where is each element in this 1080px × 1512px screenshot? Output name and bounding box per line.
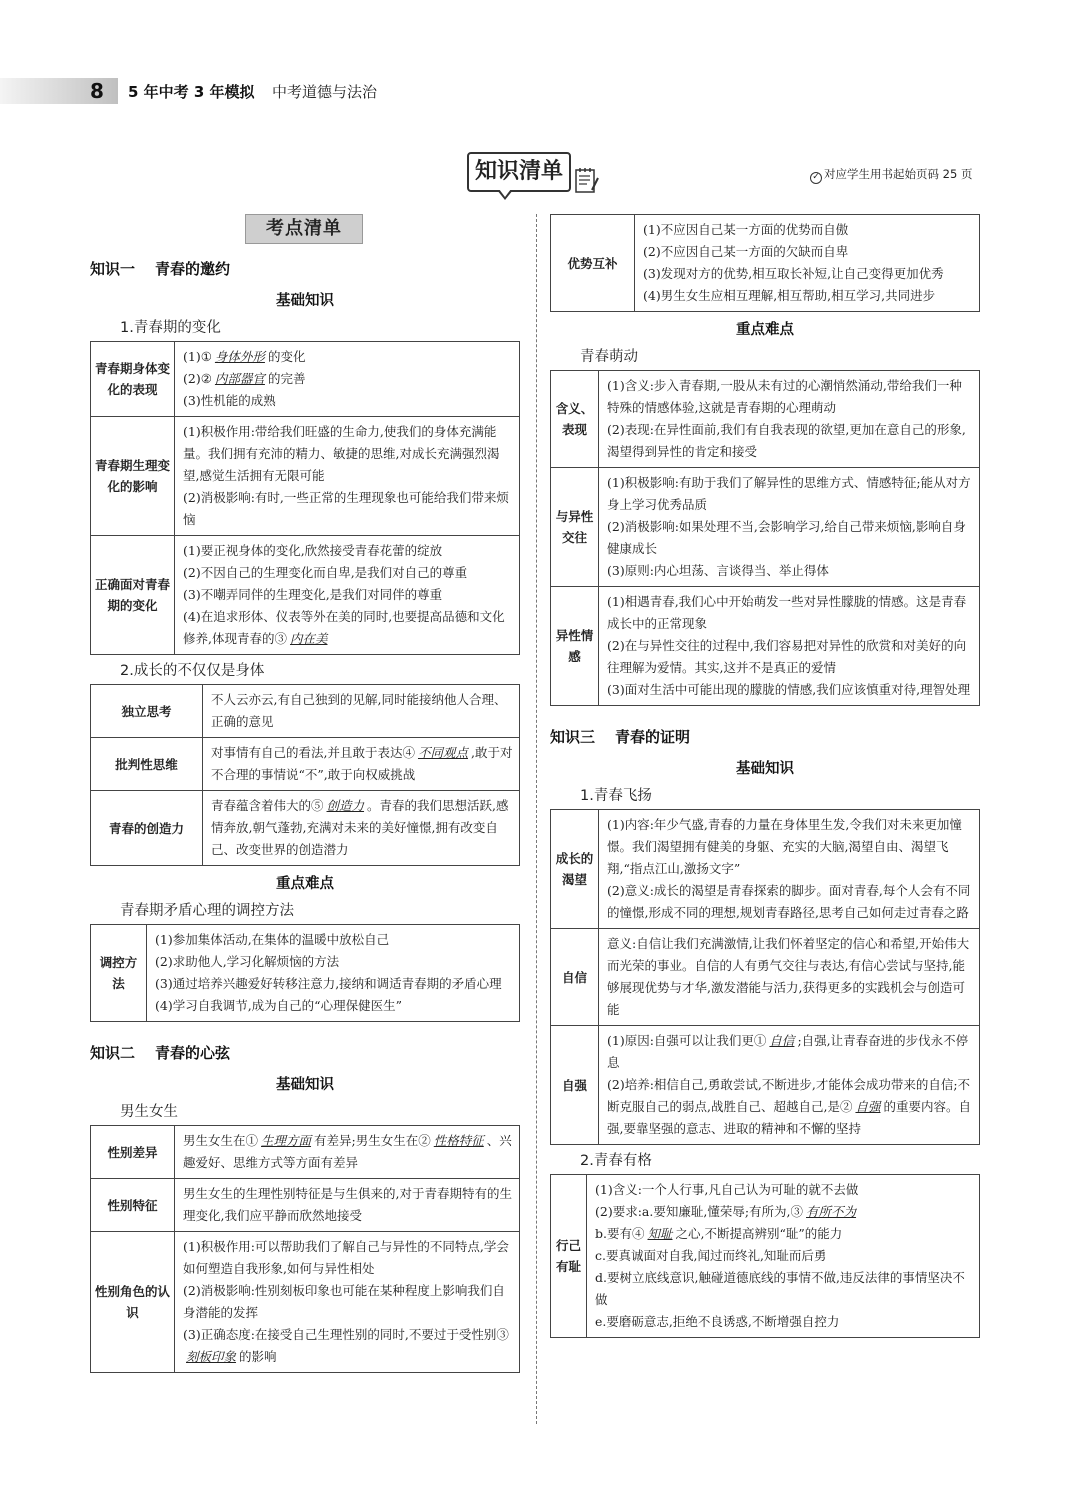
table-row <box>551 371 980 468</box>
row-label: 优势互补 <box>551 215 635 312</box>
table-row <box>91 925 520 1022</box>
subsection-title: 男生女生 <box>120 1104 178 1120</box>
row-label: 异性情感 <box>551 587 599 706</box>
answer-blank: 刻板印象 <box>186 1349 237 1364</box>
row-label: 批判性思维 <box>91 738 203 791</box>
table-row <box>91 1179 520 1232</box>
row-label: 含义、表现 <box>551 371 599 468</box>
left-column <box>90 214 520 1373</box>
complement-table <box>550 214 980 312</box>
table-row <box>551 587 980 706</box>
row-content: 对事情有自己的看法,并且敢于表达④ 不同观点 ,敢于对不合理的事情说“不”,敢于向权威挑战 <box>203 738 520 791</box>
table-row <box>551 1026 980 1145</box>
row-content: (1)参加集体活动,在集体的温暖中放松自己 (2)求助他人,学习化解烦恼的方法 (3)通过培养兴趣爱好转移注意力,接纳和调适青春期的矛盾心理 (4)学习自我调节,成为自己的“心理保健医生” <box>147 925 520 1022</box>
row-label: 正确面对青春期的变化 <box>91 536 175 655</box>
answer-blank: 内部器官 <box>214 371 265 386</box>
answer-blank: 有所不为 <box>806 1204 857 1219</box>
row-content: 意义:自信让我们充满激情,让我们怀着坚定的信心和希望,开始伟大而光荣的事业。自信的人有勇气交往与表达,有信心尝试与坚持,能够展现优势与才华,激发潜能与活力,获得更多的实践机会与创造可能 <box>599 929 980 1026</box>
knowledge-heading-3: 知识三 青春的证明 <box>550 728 691 746</box>
answer-blank: 内在美 <box>289 631 328 646</box>
answer-blank: 不同观点 <box>417 745 468 760</box>
knowledge-heading-2: 知识二 青春的心弦 <box>90 1044 231 1062</box>
shame-table <box>550 1174 980 1338</box>
row-content: (1)含义:步入青春期,一股从未有过的心潮悄然涌动,带给我们一种特殊的情感体验,这就是青春期的心理萌动 (2)表现:在异性面前,我们有自我表现的欲望,更加在意自己的形象,渴望得到异性的肯定和接受 <box>599 371 980 468</box>
answer-blank: 知耻 <box>647 1226 673 1241</box>
row-label: 青春的创造力 <box>91 791 203 866</box>
table-row <box>91 791 520 866</box>
subsection-title: 青春萌动 <box>580 349 638 365</box>
row-label: 与异性交往 <box>551 468 599 587</box>
key-points-heading: 重点难点 <box>736 322 794 338</box>
row-label: 独立思考 <box>91 685 203 738</box>
row-label: 性别差异 <box>91 1126 175 1179</box>
table-row <box>91 1126 520 1179</box>
table-row <box>551 929 980 1026</box>
row-label: 青春期身体变化的表现 <box>91 342 175 417</box>
regulation-table <box>90 924 520 1022</box>
row-label: 性别特征 <box>91 1179 175 1232</box>
youth-flying-table <box>550 809 980 1145</box>
subsection-title: 1.青春飞扬 <box>580 788 652 804</box>
key-points-heading: 重点难点 <box>276 876 334 892</box>
row-label: 成长的渴望 <box>551 810 599 929</box>
page-header <box>0 78 1080 104</box>
answer-blank: 身体外形 <box>214 349 265 364</box>
answer-blank: 自信 <box>769 1033 795 1048</box>
row-label: 青春期生理变化的影响 <box>91 417 175 536</box>
table-row <box>551 810 980 929</box>
row-content: (1)积极影响:有助于我们了解异性的思维方式、情感特征;能从对方身上学习优秀品质 (2)消极影响:如果处理不当,会影响学习,给自己带来烦恼,影响自身健康成长 (3)原则:内心坦荡、言谈得当、举止得体 <box>599 468 980 587</box>
row-content: 青春蕴含着伟大的⑤ 创造力 。青春的我们思想活跃,感情奔放,朝气蓬勃,充满对未来的美好憧憬,拥有改变自己、改变世界的创造潜力 <box>203 791 520 866</box>
row-content: 男生女生的生理性别特征是与生俱来的,对于青春期特有的生理变化,我们应平静而欣然地接受 <box>175 1179 520 1232</box>
row-content: 男生女生在① 生理方面 有差异;男生女生在② 性格特征 、兴趣爱好、思维方式等方面有差异 <box>175 1126 520 1179</box>
basic-knowledge-heading: 基础知识 <box>736 761 794 777</box>
table-row <box>91 685 520 738</box>
notebook-icon <box>574 166 600 194</box>
row-label: 自信 <box>551 929 599 1026</box>
row-content: 不人云亦云,有自己独到的见解,同时能接纳他人合理、正确的意见 <box>203 685 520 738</box>
book-subject: 中考道德与法治 <box>272 83 378 101</box>
table-row <box>551 1175 980 1338</box>
answer-blank: 自强 <box>855 1099 881 1114</box>
table-row <box>551 468 980 587</box>
row-label: 自强 <box>551 1026 599 1145</box>
page-number: 8 <box>90 79 104 103</box>
row-content: (1)内容:年少气盛,青春的力量在身体里生发,令我们对未来更加憧憬。我们渴望拥有健美的身躯、充实的大脑,渴望自由、渴望飞翔,“指点江山,激扬文字” (2)意义:成长的渴望是青春探索的脚步。面对青春,每个人会有不同的憧憬,形成不同的理想,规划青春路径,思考自己如何走过青春之路 <box>599 810 980 929</box>
table-row <box>551 215 980 312</box>
page-title: 知识清单 <box>467 152 571 192</box>
youth-emotion-table <box>550 370 980 706</box>
check-icon: ✓ <box>810 172 822 184</box>
table-row <box>91 1232 520 1373</box>
row-content: (1)相遇青春,我们心中开始萌发一些对异性朦胧的情感。这是青春成长中的正常现象 (2)在与异性交往的过程中,我们容易把对异性的欣赏和对美好的向往理解为爱情。其实,这并不是真正的爱情 (3)面对生活中可能出现的朦胧的情感,我们应该慎重对待,理智处理 <box>599 587 980 706</box>
table-row <box>91 536 520 655</box>
row-content: (1)不应因自己某一方面的优势而自傲 (2)不应因自己某一方面的欠缺而自卑 (3)发现对方的优势,相互取长补短,让自己变得更加优秀 (4)男生女生应相互理解,相互帮助,相互学习,共同进步 <box>635 215 980 312</box>
table-row <box>91 738 520 791</box>
knowledge-heading-1: 知识一 青春的邀约 <box>90 260 231 278</box>
subsection-title: 2.成长的不仅仅是身体 <box>120 663 265 679</box>
page-reference: ✓ 对应学生用书起始页码 25 页 <box>810 166 972 184</box>
answer-blank: 创造力 <box>326 798 365 813</box>
row-content: (1)要正视身体的变化,欣然接受青春花蕾的绽放 (2)不因自己的生理变化而自卑,是我们对自己的尊重 (3)不嘲弄同伴的生理变化,是我们对同伴的尊重 (4)在追求形体、仪表等外在美的同时,也要提高品德和文化修养,体现青春的③ 内在美 <box>175 536 520 655</box>
section-banner: 考点清单 <box>245 214 363 244</box>
row-content: (1)积极作用:可以帮助我们了解自己与异性的不同特点,学会如何塑造自我形象,如何与异性相处 (2)消极影响:性别刻板印象也可能在某种程度上影响我们自身潜能的发挥 (3)正确态度:在接受自己生理性别的同时,不要过于受性别③刻板印象 的影响 <box>175 1232 520 1373</box>
right-column <box>550 214 980 1338</box>
book-series: 5 年中考 3 年模拟 <box>128 83 255 101</box>
row-content: (1)积极作用:带给我们旺盛的生命力,使我们的身体充满能量。我们拥有充沛的精力、敏捷的思维,对成长充满强烈渴望,感觉生活拥有无限可能 (2)消极影响:有时,一些正常的生理现象也可能给我们带来烦恼 <box>175 417 520 536</box>
puberty-changes-table <box>90 341 520 655</box>
row-label: 调控方法 <box>91 925 147 1022</box>
growth-table <box>90 684 520 866</box>
answer-blank: 生理方面 <box>261 1133 312 1148</box>
table-row <box>91 342 520 417</box>
table-row <box>91 417 520 536</box>
row-label: 性别角色的认识 <box>91 1232 175 1373</box>
row-content: (1)原因:自强可以让我们更① 自信 ;自强,让青春奋进的步伐永不停息 (2)培养:相信自己,勇敢尝试,不断进步,才能体会成功带来的自信;不断克服自己的弱点,战胜自己、超越自己,是② 自强 的重要内容。自强,要靠坚强的意志、进取的精神和不懈的坚持 <box>599 1026 980 1145</box>
row-content: (1)含义:一个人行事,凡自己认为可耻的就不去做 (2)要求:a.要知廉耻,懂荣辱;有所为,③ 有所不为 b.要有④ 知耻 之心,不断提高辨别“耻”的能力 c.要真诚面对自我,闻过而终礼,知耻而后勇 d.要树立底线意识,触碰道德底线的事情不做,违反法律的事情坚决不做 e.要磨砺意志,拒绝不良诱惑,不断增强自控力 <box>587 1175 980 1338</box>
row-label: 行己有耻 <box>551 1175 587 1338</box>
subsection-title: 青春期矛盾心理的调控方法 <box>120 903 294 919</box>
gender-table <box>90 1125 520 1373</box>
answer-blank: 性格特征 <box>433 1133 484 1148</box>
column-divider <box>536 214 537 1424</box>
row-content: (1)① 身体外形 的变化 (2)② 内部器官 的完善 (3)性机能的成熟 <box>175 342 520 417</box>
basic-knowledge-heading: 基础知识 <box>276 1077 334 1093</box>
subsection-title: 1.青春期的变化 <box>120 320 221 336</box>
basic-knowledge-heading: 基础知识 <box>276 293 334 309</box>
subsection-title: 2.青春有格 <box>580 1153 652 1169</box>
